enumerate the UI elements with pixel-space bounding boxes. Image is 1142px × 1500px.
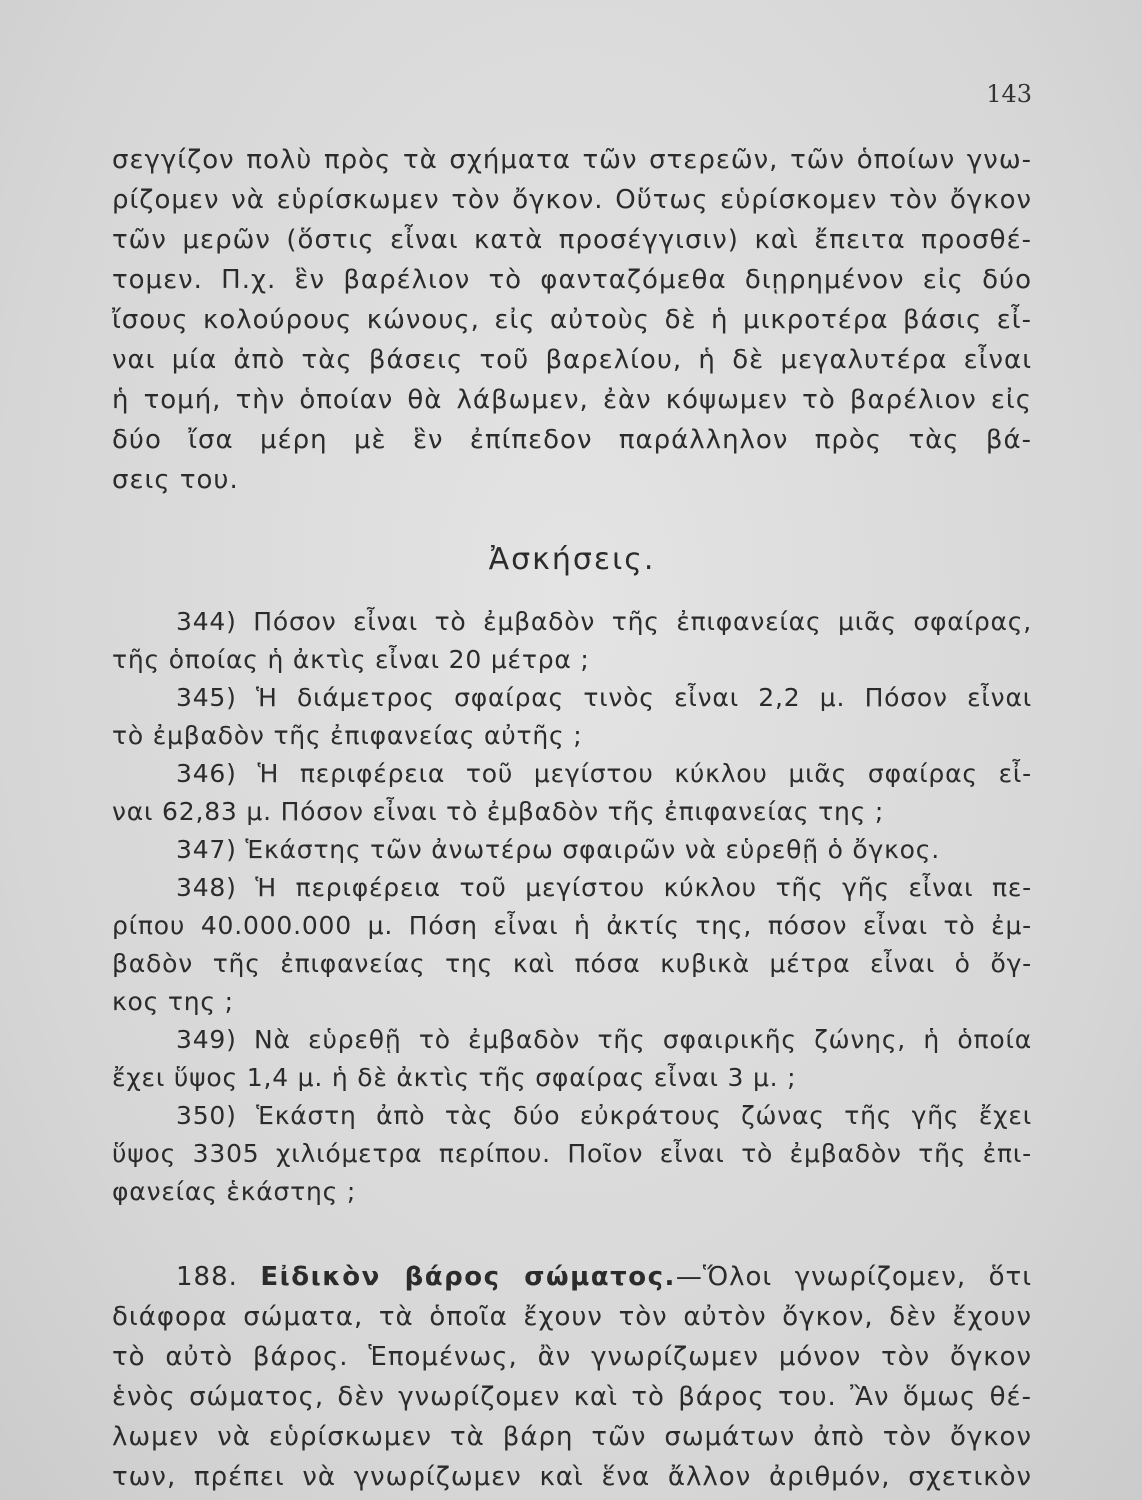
- section-line: τὸ αὐτὸ βάρος. Ἑπομένως, ἂν γνωρίζωμεν μόνον τὸν ὄγκον: [112, 1342, 1032, 1372]
- exercise-line: 350) Ἑκάστη ἀπὸ τὰς δύο εὐκράτους ζώνας τῆς γῆς ἔχει: [176, 1101, 1032, 1130]
- section-line: ἑνὸς σώματος, δὲν γνωρίζομεν καὶ τὸ βάρος του. Ἂν ὅμως θέ-: [112, 1382, 1032, 1412]
- section-line: λωμεν νὰ εὑρίσκωμεν τὰ βάρη τῶν σωμάτων ἀπὸ τὸν ὄγκον: [112, 1422, 1032, 1452]
- exercise-349: [112, 1021, 1032, 1097]
- exercise-line: ἔχει ὕψος 1,4 μ. ἡ δὲ ἀκτὶς τῆς σφαίρας εἶναι 3 μ. ;: [112, 1063, 797, 1092]
- intro-line: ἴσους κολούρους κώνους, εἰς αὐτοὺς δὲ ἡ μικροτέρα βάσις εἶ-: [112, 305, 1032, 335]
- intro-line: σεγγίζον πολὺ πρὸς τὰ σχήματα τῶν στερεῶν, τῶν ὁποίων γνω-: [112, 145, 1032, 175]
- section-title: Εἰδικὸν βάρος σώματος.: [260, 1262, 676, 1292]
- exercise-line: 346) Ἡ περιφέρεια τοῦ μεγίστου κύκλου μιᾶς σφαίρας εἶ-: [176, 759, 1032, 788]
- intro-line: δύο ἴσα μέρη μὲ ἓν ἐπίπεδον παράλληλον πρὸς τὰς βά-: [112, 425, 1032, 455]
- exercise-348: [112, 869, 1032, 1021]
- exercise-346: [112, 755, 1032, 831]
- exercise-line: 348) Ἡ περιφέρεια τοῦ μεγίστου κύκλου τῆς γῆς εἶναι πε-: [176, 873, 1032, 902]
- intro-line: τομεν. Π.χ. ἓν βαρέλιον τὸ φανταζόμεθα διῃρημένον εἰς δύο: [112, 265, 1032, 295]
- exercise-line: 344) Πόσον εἶναι τὸ ἐμβαδὸν τῆς ἐπιφανείας μιᾶς σφαίρας,: [176, 607, 1032, 636]
- exercise-line: 345) Ἡ διάμετρος σφαίρας τινὸς εἶναι 2,2 μ. Πόσον εἶναι: [176, 683, 1032, 712]
- exercise-line: 349) Νὰ εὑρεθῇ τὸ ἐμβαδὸν τῆς σφαιρικῆς ζώνης, ἡ ὁποία: [176, 1025, 1032, 1054]
- exercise-line: τὸ ἐμβαδὸν τῆς ἐπιφανείας αὐτῆς ;: [112, 721, 583, 750]
- section-first-line-text: —Ὅλοι γνωρίζομεν, ὅτι: [675, 1262, 1033, 1292]
- intro-line: σεις του.: [112, 465, 239, 495]
- exercise-350: [112, 1097, 1032, 1211]
- intro-line: τῶν μερῶν (ὅστις εἶναι κατὰ προσέγγισιν) καὶ ἔπειτα προσθέ-: [112, 225, 1032, 255]
- exercise-line: ναι 62,83 μ. Πόσον εἶναι τὸ ἐμβαδὸν τῆς ἐπιφανείας της ;: [112, 797, 885, 826]
- exercise-line: βαδὸν τῆς ἐπιφανείας της καὶ πόσα κυβικὰ μέτρα εἶναι ὁ ὄγ-: [112, 949, 1032, 978]
- intro-line: ναι μία ἀπὸ τὰς βάσεις τοῦ βαρελίου, ἡ δὲ μεγαλυτέρα εἶναι: [112, 345, 1032, 375]
- intro-line: ἡ τομή, τὴν ὁποίαν θὰ λάβωμεν, ἐὰν κόψωμεν τὸ βαρέλιον εἰς: [112, 385, 1032, 415]
- intro-paragraph: [112, 140, 1032, 500]
- section-number: 188.: [176, 1262, 238, 1292]
- exercise-line: ὕψος 3305 χιλιόμετρα περίπου. Ποῖον εἶναι τὸ ἐμβαδὸν τῆς ἐπι-: [112, 1139, 1032, 1168]
- exercise-345: [112, 679, 1032, 755]
- exercise-line: φανείας ἑκάστης ;: [112, 1177, 357, 1206]
- page-number: 143: [986, 80, 1032, 108]
- exercise-line: κος της ;: [112, 987, 234, 1016]
- exercise-line: 347) Ἑκάστης τῶν ἀνωτέρω σφαιρῶν νὰ εὑρεθῇ ὁ ὄγκος.: [176, 835, 940, 864]
- exercise-347: [112, 831, 1032, 869]
- exercise-344: [112, 603, 1032, 679]
- exercise-line: τῆς ὁποίας ἡ ἀκτὶς εἶναι 20 μέτρα ;: [112, 645, 590, 674]
- exercise-line: ρίπου 40.000.000 μ. Πόση εἶναι ἡ ἀκτίς της, πόσον εἶναι τὸ ἐμ-: [112, 911, 1032, 940]
- section-188: [112, 1257, 1032, 1497]
- section-first-line: [112, 1257, 1032, 1297]
- section-line: διάφορα σώματα, τὰ ὁποῖα ἔχουν τὸν αὐτὸν ὄγκον, δὲν ἔχουν: [112, 1302, 1032, 1332]
- section-line: των, πρέπει νὰ γνωρίζωμεν καὶ ἕνα ἄλλον ἀριθμόν, σχετικὸν: [112, 1462, 1032, 1492]
- page-content: [112, 140, 1032, 1497]
- exercises-heading: Ἀσκήσεις.: [488, 542, 656, 577]
- intro-line: ρίζομεν νὰ εὑρίσκωμεν τὸν ὄγκον. Οὕτως εὑρίσκομεν τὸν ὄγκον: [112, 185, 1032, 215]
